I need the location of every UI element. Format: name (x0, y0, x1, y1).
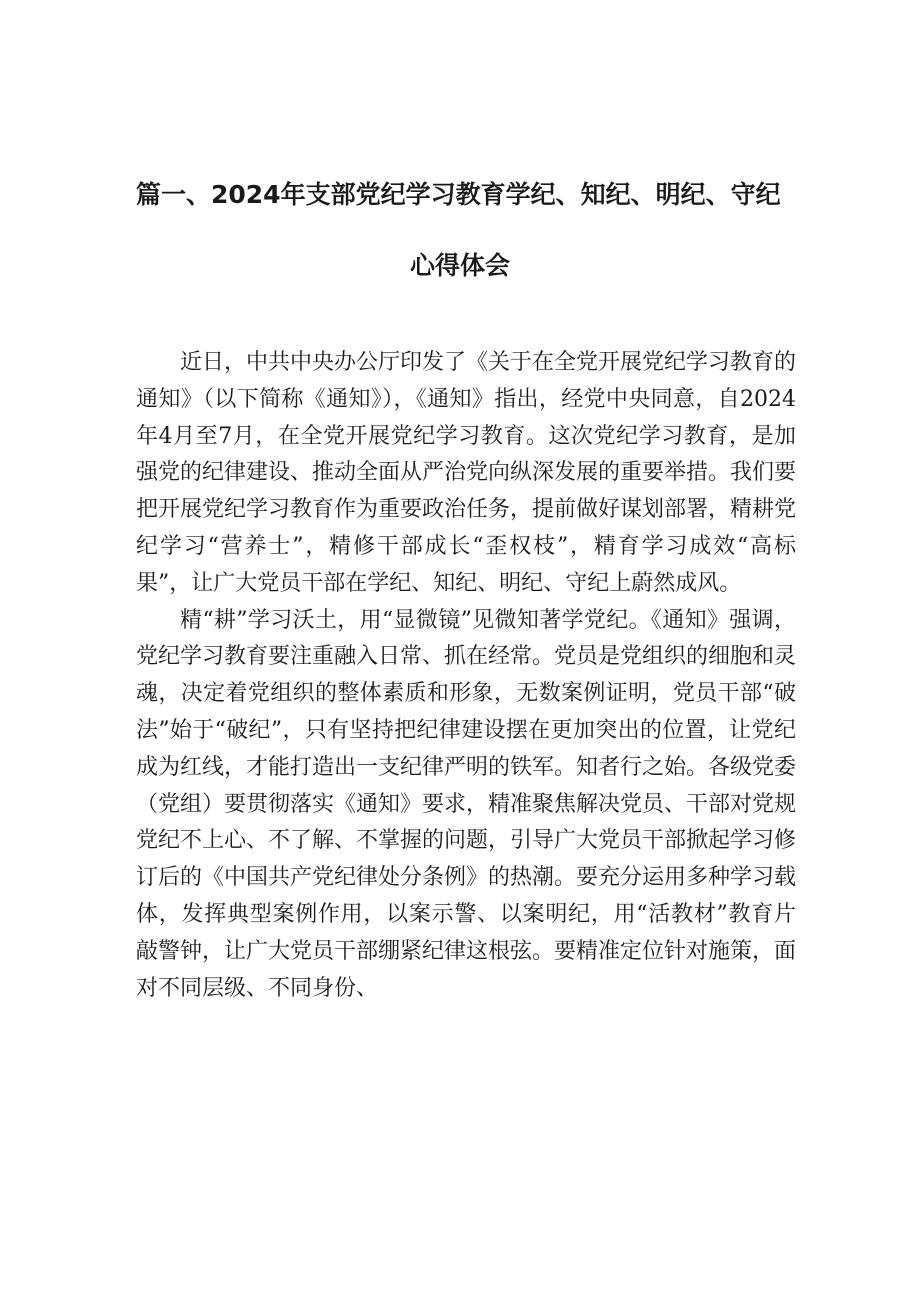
title-line-1: 篇一、2024年支部党纪学习教育学纪、知纪、明纪、守纪 (136, 180, 781, 209)
body-text (136, 345, 796, 1007)
paragraph: 近日，中共中央办公厅印发了《关于在全党开展党纪学习教育的通知》（以下简称《通知》），《通知》指出，经党中央同意，自2024年4月至7月，在全党开展党纪学习教育。这次党纪学习教育，是加强党的纪律建设、推动全面从严治党向纵深发展的重要举措。我们要把开展党纪学习教育作为重要政治任务，提前做好谋划部署，精耕党纪学习“营养士”，精修干部成长“歪权枝”，精育学习成效“高标果”，让广大党员干部在学纪、知纪、明纪、守纪上蔚然成风。 (136, 350, 797, 596)
title-line-2: 心得体会 (409, 251, 510, 280)
paragraph: 精“耕”学习沃土，用“显微镜”见微知著学党纪。《通知》强调，党纪学习教育要注重融入日常、抓在经常。党员是党组织的细胞和灵魂，决定着党组织的整体素质和形象，无数案例证明，党员干部“破法”始于“破纪”，只有坚持把纪律建设摆在更加突出的位置，让党纪成为红线，才能打造出一支纪律严明的铁军。知者行之始。各级党委（党组）要贯彻落实《通知》要求，精准聚焦解决党员、干部对党规党纪不上心、不了解、不掌握的问题，引导广大党员干部掀起学习修订后的《中国共产党纪律处分条例》的热潮。要充分运用多种学习载体，发挥典型案例作用，以案示警、以案明纪，用“活教材”教育片敲警钟，让广大党员干部绷紧纪律这根弦。要精准定位针对施策，面对不同层级、不同身份、 (136, 607, 797, 1001)
